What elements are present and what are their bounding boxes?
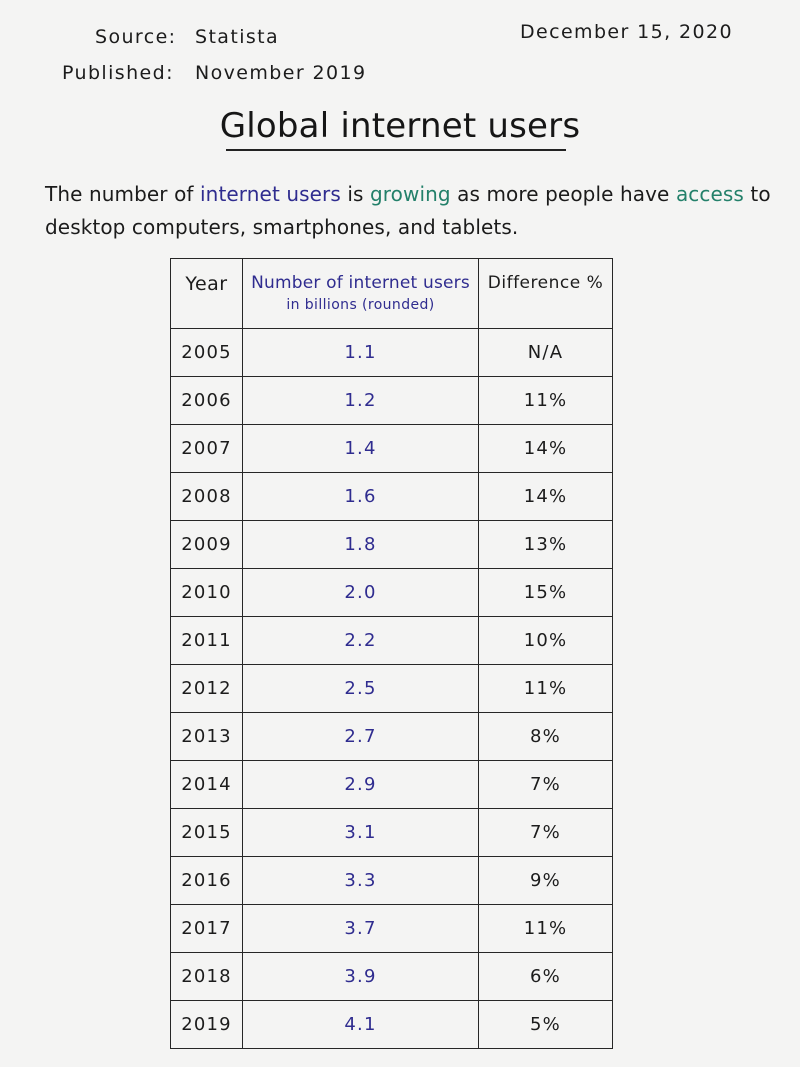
header-difference: Difference % — [479, 259, 613, 329]
intro-text-3: as more people have — [450, 182, 676, 206]
cell-year: 2007 — [171, 425, 243, 473]
cell-difference: 5% — [479, 1001, 613, 1049]
cell-difference: 13% — [479, 521, 613, 569]
cell-year: 2019 — [171, 1001, 243, 1049]
keyword-access: access — [675, 182, 744, 206]
cell-users: 1.2 — [243, 377, 479, 425]
title-underline — [226, 149, 566, 151]
table-body — [171, 329, 613, 1049]
table-row — [171, 761, 613, 809]
table-row — [171, 569, 613, 617]
document-date: December 15, 2020 — [520, 21, 733, 43]
cell-users: 4.1 — [243, 1001, 479, 1049]
cell-users: 3.9 — [243, 953, 479, 1001]
cell-users: 1.1 — [243, 329, 479, 377]
table-row — [171, 953, 613, 1001]
cell-year: 2005 — [171, 329, 243, 377]
table-row — [171, 665, 613, 713]
table-row — [171, 377, 613, 425]
cell-users: 3.1 — [243, 809, 479, 857]
cell-difference: 7% — [479, 761, 613, 809]
cell-users: 1.4 — [243, 425, 479, 473]
intro-text-2: is — [340, 182, 370, 206]
cell-difference: 10% — [479, 617, 613, 665]
cell-difference: 8% — [479, 713, 613, 761]
header-users-sub: in billions (rounded) — [286, 297, 435, 313]
cell-difference: 15% — [479, 569, 613, 617]
header-users — [243, 259, 479, 329]
source-value: Statista — [195, 26, 280, 48]
cell-year: 2012 — [171, 665, 243, 713]
table-row — [171, 1001, 613, 1049]
cell-difference: 14% — [479, 425, 613, 473]
table-row — [171, 329, 613, 377]
page-title: Global internet users — [219, 106, 581, 146]
cell-users: 2.0 — [243, 569, 479, 617]
cell-year: 2009 — [171, 521, 243, 569]
keyword-internet-users: internet users — [200, 182, 341, 206]
cell-users: 1.8 — [243, 521, 479, 569]
table-row — [171, 521, 613, 569]
cell-year: 2008 — [171, 473, 243, 521]
cell-users: 2.7 — [243, 713, 479, 761]
intro-text-1: The number of — [45, 182, 201, 206]
cell-difference: 6% — [479, 953, 613, 1001]
cell-difference: 7% — [479, 809, 613, 857]
header-year: Year — [171, 259, 243, 329]
keyword-growing: growing — [369, 182, 451, 206]
cell-year: 2014 — [171, 761, 243, 809]
cell-difference: 11% — [479, 905, 613, 953]
table-row — [171, 713, 613, 761]
cell-users: 3.3 — [243, 857, 479, 905]
cell-year: 2015 — [171, 809, 243, 857]
cell-difference: 11% — [479, 665, 613, 713]
cell-year: 2016 — [171, 857, 243, 905]
cell-difference: 9% — [479, 857, 613, 905]
cell-users: 2.5 — [243, 665, 479, 713]
cell-users: 2.9 — [243, 761, 479, 809]
table-row — [171, 617, 613, 665]
cell-users: 2.2 — [243, 617, 479, 665]
intro-text-4: to desktop computers, smartphones, and tablets. — [45, 182, 771, 239]
cell-year: 2013 — [171, 713, 243, 761]
table-row — [171, 425, 613, 473]
table-row — [171, 857, 613, 905]
cell-year: 2017 — [171, 905, 243, 953]
internet-users-table — [170, 258, 613, 1049]
table-row — [171, 473, 613, 521]
cell-year: 2018 — [171, 953, 243, 1001]
cell-difference: 11% — [479, 377, 613, 425]
cell-difference: 14% — [479, 473, 613, 521]
cell-year: 2011 — [171, 617, 243, 665]
cell-difference: N/A — [479, 329, 613, 377]
table-header-row — [171, 259, 613, 329]
cell-year: 2006 — [171, 377, 243, 425]
cell-users: 1.6 — [243, 473, 479, 521]
cell-year: 2010 — [171, 569, 243, 617]
table-row — [171, 905, 613, 953]
source-label: Source: — [95, 26, 177, 48]
cell-users: 3.7 — [243, 905, 479, 953]
table-row — [171, 809, 613, 857]
intro-paragraph — [45, 178, 785, 244]
published-label: Published: — [62, 62, 174, 84]
published-value: November 2019 — [195, 62, 367, 84]
header-users-main: Number of internet users — [251, 273, 470, 293]
